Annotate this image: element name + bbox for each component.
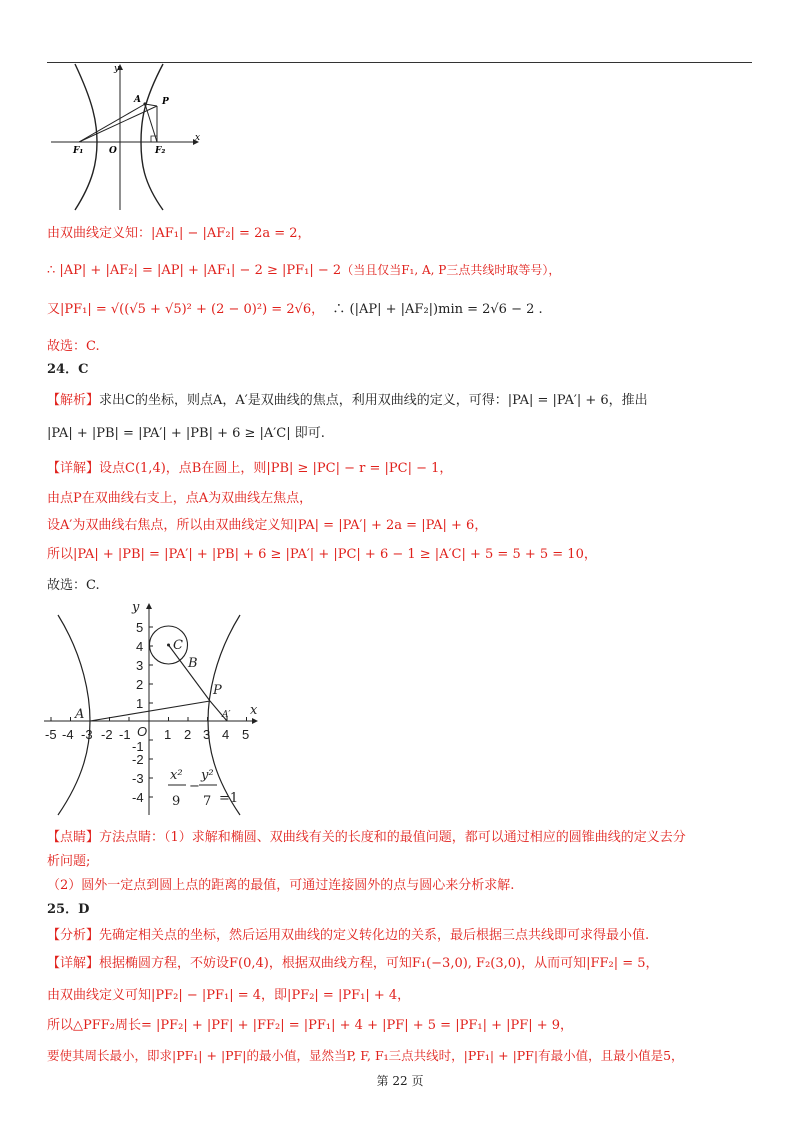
fig1-P-label: P bbox=[162, 97, 169, 107]
eq-den2: 7 bbox=[203, 794, 212, 809]
text-line-3a: 又|PF₁| = √((√5 + √5)² + (2 − 0)²) = 2√6， bbox=[47, 302, 325, 317]
text-line-14: （2）圆外一定点到圆上点的距离的最值，可通过连接圆外的点与圆心来分析求解. bbox=[47, 878, 515, 893]
ytick-neg1: -1 bbox=[132, 739, 144, 754]
analysis-24 bbox=[47, 391, 648, 411]
remark-24-tag: 【点睛】 bbox=[47, 830, 100, 845]
text-line-3 bbox=[47, 300, 543, 320]
ytick-neg4: -4 bbox=[132, 790, 144, 805]
fig1-F2-label: F₂ bbox=[155, 146, 166, 156]
xtick-origin: O bbox=[137, 724, 148, 739]
fig2-P-label: P bbox=[213, 683, 222, 698]
detail-25-tag: 【详解】 bbox=[47, 956, 100, 971]
text-line-4: 故选：C. bbox=[47, 339, 100, 354]
question-25-heading: 25．D bbox=[47, 902, 90, 917]
analysis-24-text: 求出C的坐标，则点A，A′是双曲线的焦点，利用双曲线的定义，可得：|PA| = |PA′| + 6，推出 bbox=[99, 393, 648, 408]
fig2-B-label: B bbox=[188, 656, 198, 671]
analysis-25-text: 先确定相关点的坐标，然后运用双曲线的定义转化边的关系，最后根据三点共线即可求得最小值. bbox=[99, 928, 650, 943]
eq-num1: x² bbox=[170, 768, 183, 783]
figure-hyperbola-1 bbox=[45, 62, 205, 212]
text-line-8: 由点P在双曲线右支上，点A为双曲线左焦点， bbox=[47, 491, 313, 506]
xtick-5: 5 bbox=[242, 727, 250, 742]
detail-24-text: 设点C(1,4)，点B在圆上，则|PB| ≥ |PC| − r = |PC| − 1， bbox=[99, 461, 453, 476]
fig1-y-label: y bbox=[114, 64, 120, 74]
text-line-13: 析问题; bbox=[47, 854, 91, 869]
xtick-neg5: -5 bbox=[45, 727, 57, 742]
analysis-25 bbox=[47, 926, 649, 946]
ytick-2: 2 bbox=[136, 677, 144, 692]
question-24-heading: 24．C bbox=[47, 362, 89, 377]
fig2-y-label: y bbox=[132, 600, 140, 615]
analysis-24-tag: 【解析】 bbox=[47, 393, 100, 408]
ytick-neg2: -2 bbox=[132, 752, 144, 767]
eq-rhs: =1 bbox=[219, 791, 239, 806]
text-line-6 bbox=[47, 424, 325, 444]
page-footer: 第 22 页 bbox=[376, 1074, 424, 1088]
detail-24 bbox=[47, 459, 452, 479]
fig2-A-label: A bbox=[75, 707, 85, 722]
remark-24 bbox=[47, 828, 686, 848]
xtick-neg2: -2 bbox=[101, 727, 113, 742]
analysis-25-tag: 【分析】 bbox=[47, 928, 100, 943]
figure-hyperbola-2 bbox=[44, 597, 264, 819]
xtick-neg4: -4 bbox=[62, 727, 74, 742]
fig2-A-prime-label: A′ bbox=[222, 710, 231, 720]
fig1-F1-label: F₁ bbox=[73, 146, 84, 156]
fig1-O-label: O bbox=[109, 146, 117, 156]
text-line-6-text: |PA| + |PB| = |PA′| + |PB| + 6 ≥ |A′C| 即可. bbox=[47, 426, 325, 441]
text-line-2a: ∴ |AP| + |AF₂| = |AP| + |AF₁| − 2 ≥ |PF₁| − 2 bbox=[47, 263, 342, 278]
xtick-neg3: -3 bbox=[81, 727, 93, 742]
xtick-neg1: -1 bbox=[119, 727, 131, 742]
remark-24-text: 方法点睛：（1）求解和椭圆、双曲线有关的长度和的最值问题，都可以通过相应的圆锥曲线的定义去分 bbox=[99, 830, 686, 845]
xtick-1: 1 bbox=[164, 727, 172, 742]
text-line-10: 所以|PA| + |PB| = |PA′| + |PB| + 6 ≥ |PA′| + |PC| + 6 − 1 ≥ |A′C| + 5 = 5 + 5 = 10， bbox=[47, 547, 597, 562]
text-line-17: 由双曲线定义可知|PF₂| − |PF₁| = 4，即|PF₂| = |PF₁| + 4， bbox=[47, 988, 411, 1003]
text-line-3b: ∴ (|AP| + |AF₂|)min = 2√6 − 2 . bbox=[332, 302, 543, 317]
text-line-18: 所以△PFF₂周长= |PF₂| + |PF| + |FF₂| = |PF₁| + 4 + |PF| + 5 = |PF₁| + |PF| + 9， bbox=[47, 1018, 574, 1033]
eq-num2: y² bbox=[201, 768, 214, 783]
text-line-1: 由双曲线定义知：|AF₁| − |AF₂| = 2a = 2， bbox=[47, 226, 311, 241]
detail-25 bbox=[47, 954, 659, 974]
ytick-neg3: -3 bbox=[132, 771, 144, 786]
fig1-A-label: A bbox=[134, 95, 141, 105]
eq-minus: − bbox=[189, 779, 200, 794]
xtick-4: 4 bbox=[222, 727, 230, 742]
fig1-x-label: x bbox=[195, 133, 201, 143]
ytick-5: 5 bbox=[136, 620, 144, 635]
ytick-3: 3 bbox=[136, 658, 144, 673]
detail-24-tag: 【详解】 bbox=[47, 461, 100, 476]
text-line-2 bbox=[47, 260, 560, 281]
xtick-3: 3 bbox=[203, 727, 211, 742]
ytick-1: 1 bbox=[136, 696, 144, 711]
text-line-9: 设A′为双曲线右焦点，所以由双曲线定义知|PA| = |PA′| + 2a = |PA| + 6， bbox=[47, 518, 488, 533]
xtick-2: 2 bbox=[184, 727, 192, 742]
ytick-4: 4 bbox=[136, 639, 144, 654]
eq-den1: 9 bbox=[172, 794, 181, 809]
fig2-x-label: x bbox=[250, 703, 258, 718]
detail-25-text: 根据椭圆方程，不妨设F(0,4)，根据双曲线方程，可知F₁(−3,0), F₂(3,0)，从而可知|FF₂| = 5， bbox=[99, 956, 659, 971]
text-line-2b: （当且仅当F₁, A, P三点共线时取等号）， bbox=[341, 263, 561, 277]
text-line-19: 要使其周长最小，即求|PF₁| + |PF|的最小值，显然当P, F, F₁三点共线时，|PF₁| + |PF|有最小值，且最小值是5， bbox=[47, 1048, 684, 1063]
fig2-C-label: C bbox=[173, 638, 183, 653]
text-line-11: 故选：C. bbox=[47, 578, 100, 593]
